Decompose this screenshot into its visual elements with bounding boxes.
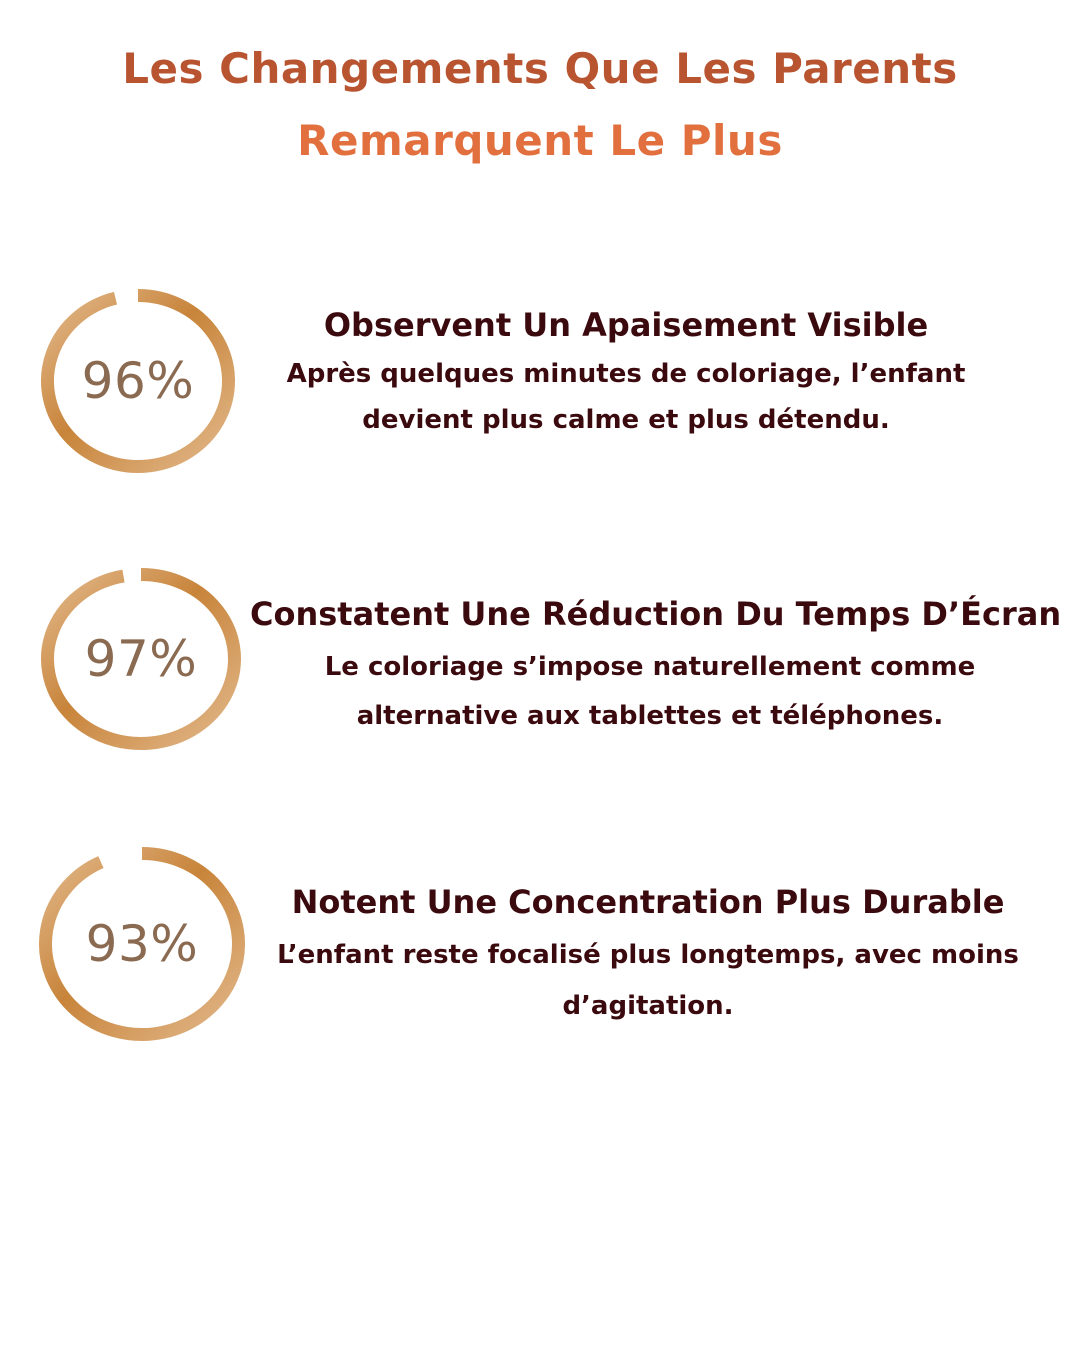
stat-description-line2: devient plus calme et plus détendu. bbox=[362, 405, 890, 435]
progress-ring-label: 93% bbox=[85, 915, 199, 973]
progress-ring-label: 96% bbox=[81, 352, 195, 410]
stat-description-line1: Le coloriage s’impose naturellement comme bbox=[324, 652, 976, 682]
stat-description-line2: alternative aux tablettes et téléphones. bbox=[356, 701, 944, 731]
page-title-line2: Remarquent Le Plus bbox=[297, 116, 783, 165]
stat-description-line1: Après quelques minutes de coloriage, l’enfant bbox=[286, 359, 966, 389]
stat-description-line1: L’enfant reste focalisé plus longtemps, avec moins bbox=[277, 940, 1019, 970]
stat-heading: Constatent Une Réduction Du Temps D’Écran bbox=[250, 595, 1062, 633]
stat-heading: Observent Un Apaisement Visible bbox=[323, 306, 929, 344]
progress-ring bbox=[40, 567, 242, 751]
progress-ring bbox=[38, 846, 246, 1042]
stat-heading: Notent Une Concentration Plus Durable bbox=[291, 883, 1005, 921]
progress-ring bbox=[40, 288, 236, 474]
stat-description-line2: d’agitation. bbox=[562, 991, 734, 1021]
progress-ring-label: 97% bbox=[84, 630, 198, 688]
page-title-line1: Les Changements Que Les Parents bbox=[122, 44, 958, 93]
